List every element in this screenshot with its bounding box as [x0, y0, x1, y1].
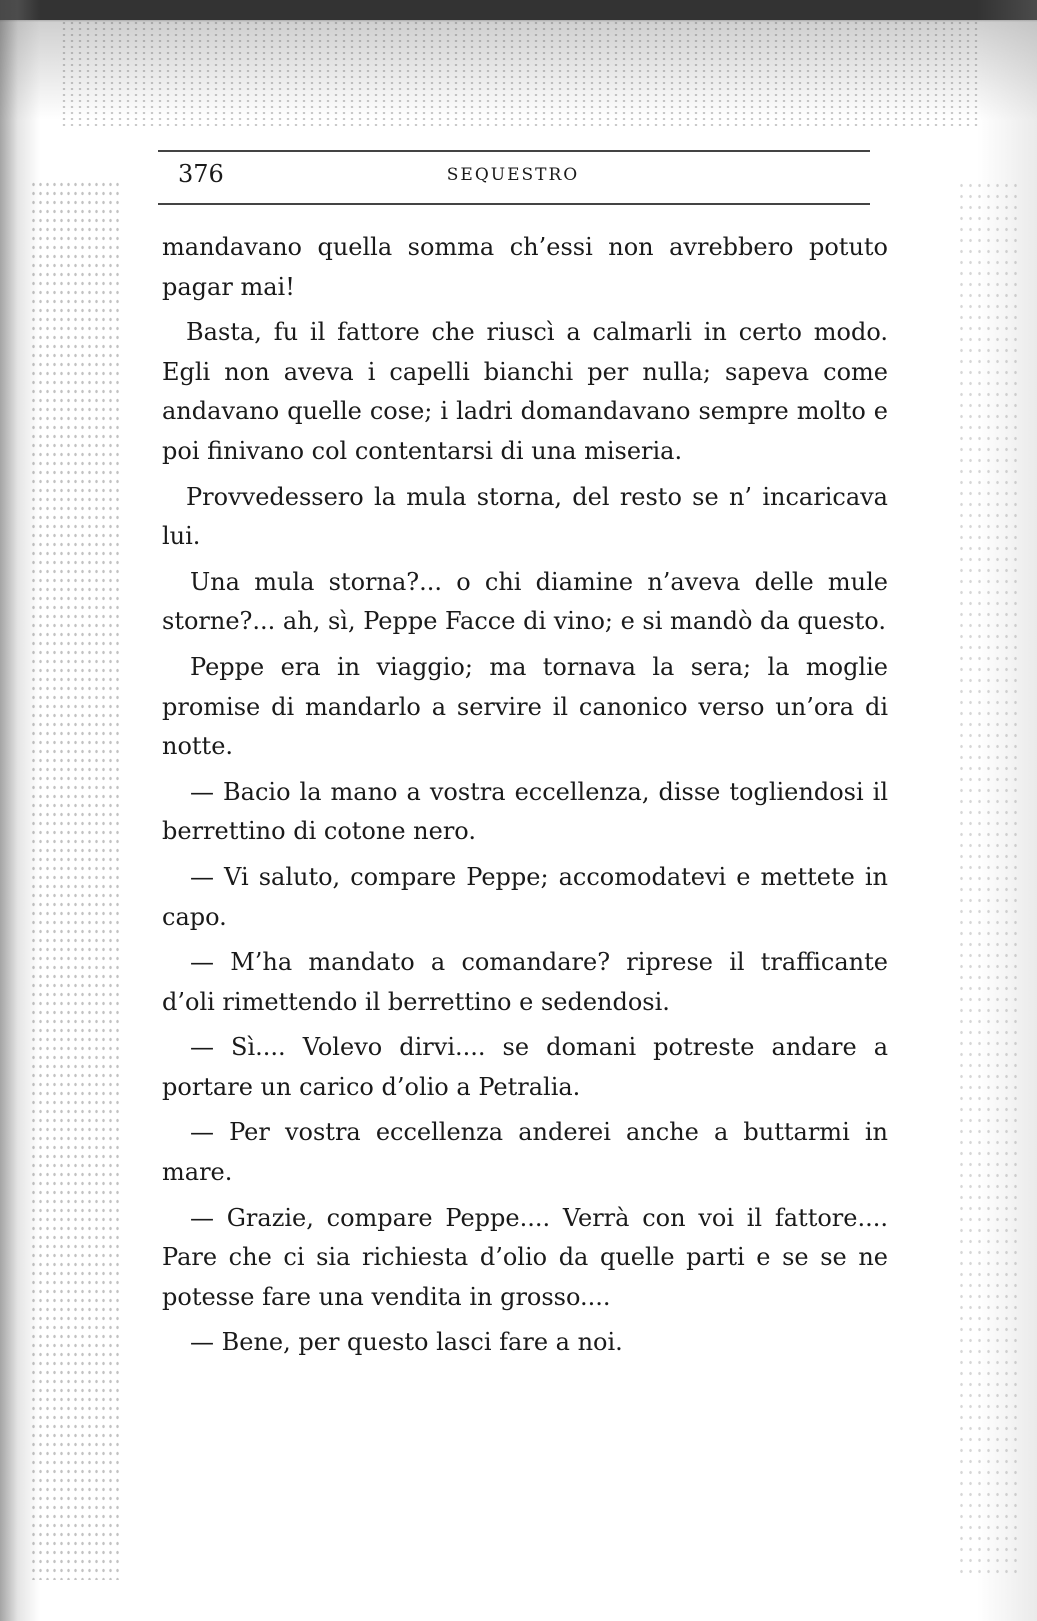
- paragraph: — Bene, per questo lasci fare a noi.: [190, 1328, 623, 1357]
- paragraph: — Bacio la mano a vostra eccellenza, disse togliendosi il berrettino di cotone nero.: [162, 777, 888, 846]
- body-text: [162, 228, 888, 1363]
- header-rule-top: [158, 150, 870, 152]
- page-number: 376: [178, 160, 224, 188]
- paragraph: Provvedessero la mula storna, del resto se n’ incaricava lui.: [162, 482, 888, 551]
- paragraph: mandavano quella somma ch’essi non avrebbero potuto pagar mai!: [162, 233, 888, 301]
- scan-speckle-right: [957, 180, 1017, 1580]
- paragraph: — Vi saluto, compare Peppe; accomodatevi e mettete in capo.: [162, 862, 888, 931]
- paragraph: Basta, fu il fattore che riuscì a calmarli in certo modo. Egli non aveva i capelli bianchi per nulla; sapeva come andavano quelle cose; i ladri domandavano sempre molto e poi finivano col contentarsi di una miseria.: [162, 318, 888, 465]
- scan-speckle-top: [60, 20, 980, 130]
- paragraph: — Grazie, compare Peppe.... Verrà con voi il fattore.... Pare che ci sia richiesta d’olio da quelle parti e se se ne potesse fare una vendita in grosso....: [162, 1203, 888, 1311]
- scan-edge-top: [0, 0, 1037, 20]
- paragraph: — M’ha mandato a comandare? riprese il trafficante d’oli rimettendo il berrettino e sedendosi.: [162, 948, 888, 1016]
- paragraph: Peppe era in viaggio; ma tornava la sera; la moglie promise di mandarlo a servire il canonico verso un’ora di notte.: [162, 652, 888, 761]
- header-rule-bottom: [158, 203, 870, 205]
- paragraph: — Per vostra eccellenza anderei anche a buttarmi in mare.: [162, 1118, 888, 1187]
- running-head: SEQUESTRO: [446, 165, 580, 185]
- paragraph: Una mula storna?... o chi diamine n’aveva delle mule storne?... ah, sì, Peppe Facce di vino; e si mandò da questo.: [162, 567, 888, 636]
- paragraph: — Sì.... Volevo dirvi.... se domani potreste andare a portare un carico d’olio a Petralia.: [162, 1033, 888, 1101]
- scan-speckle-left: [30, 180, 120, 1580]
